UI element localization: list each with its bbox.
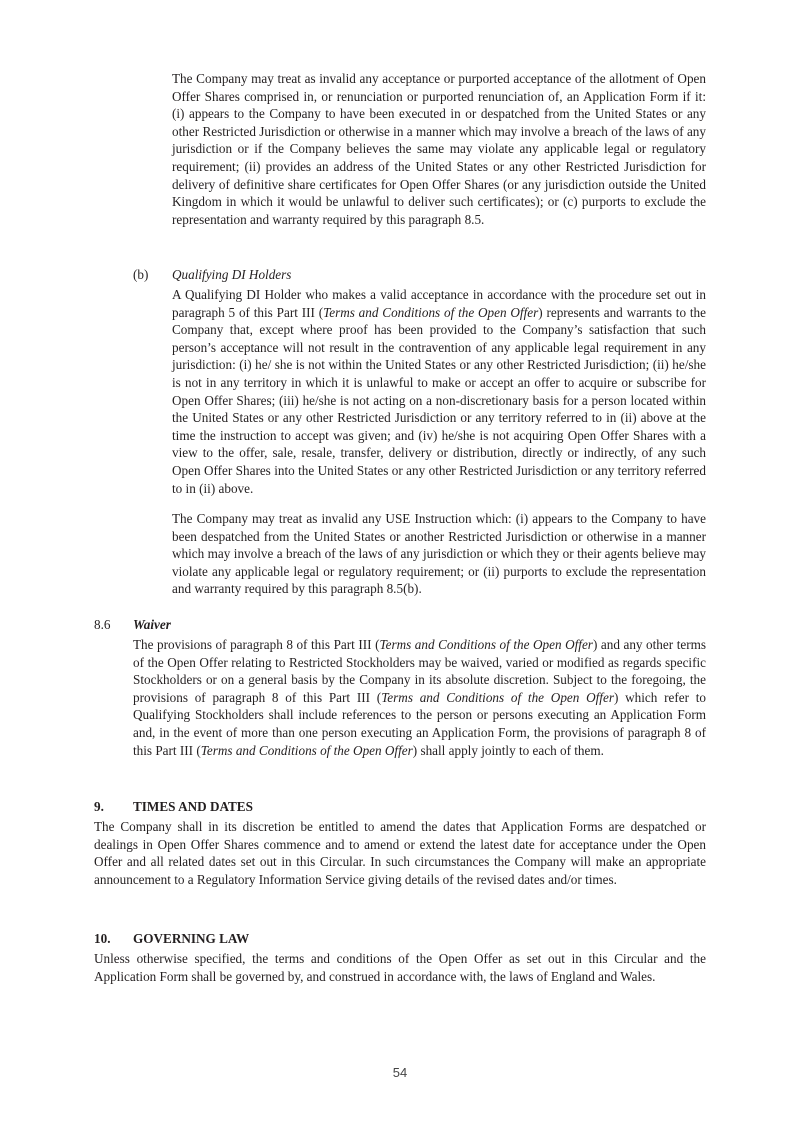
text-run: The provisions of paragraph 8 of this Part III ( (133, 637, 380, 652)
page-number: 54 (392, 1065, 408, 1080)
paragraph-governing-law: Unless otherwise specified, the terms and conditions of the Open Offer as set out in this Circular and the Application Form shall be governed by, and construed in accordance with, the laws of England and Wales. (94, 951, 706, 984)
section-title-waiver: Waiver (133, 617, 171, 632)
text-run: A Qualifying DI Holder who makes a valid acceptance in accordance with the procedure set out in paragraph 5 of this Part III ( (172, 287, 706, 320)
italic-reference: Terms and Conditions of the Open Offer (200, 742, 413, 758)
italic-reference: Terms and Conditions of the Open Offer (323, 304, 539, 320)
text-run: ) represents and warrants to the Company that, except where proof has been provided to the Company’s satisfaction that such person’s acceptance will not result in the contravention of any applicable legal requirement in any jurisdiction: (i) he/ she is not within the United States or any other Restricted Jurisdiction; (ii) he/she is not in any territory in which it is unlawful to make or accept an offer to acquire or subscribe for Open Offer Shares; (iii) he/she is not acting on a non-discretionary basis for a person located within the United States or any other Restricted Jurisdiction or any territory referred to in (ii) above at the time the instruction to accept was given; and (iv) he/she is not acquiring Open Offer Shares with a view to the offer, sale, resale, transfer, delivery or distribution, directly or indirectly, of any such Open Offer Shares into the United States or any other Restricted Jurisdiction or any territory referred to in (ii) above. (172, 304, 707, 496)
section-title-times-and-dates: TIMES AND DATES (133, 799, 253, 814)
italic-reference: Terms and Conditions of the Open Offer (379, 637, 593, 652)
paragraph-waiver (133, 636, 706, 759)
section-number-8-6: 8.6 (94, 617, 111, 632)
text-run: ) and any other terms of the Open Offer relating to Restricted Stockholders may be waived, varied or modified as regards specific Stockholders or on a general basis by the Company in its absolute discretion. Subject to the foregoing, the provisions of paragraph 8 of this Part III ( (133, 637, 706, 705)
section-number-10: 10. (94, 931, 111, 946)
text-run: ) shall apply jointly to each of them. (412, 742, 604, 758)
paragraph-8-5-b-representations (172, 286, 706, 497)
text-run: ) which refer to Qualifying Stockholders shall include references to the person or persons executing an Application Form and, in the event of more than one person executing an Application Form, the provisions of paragraph 8 of this Part III ( (133, 689, 706, 758)
paragraph-8-5-a-continuation: The Company may treat as invalid any acceptance or purported acceptance of the allotment of Open Offer Shares comprised in, or renunciation or purported renunciation of, an Application Form if it: (i) appears to the Company to have been executed in or despatched from the United States or any other Restricted Jurisdiction or otherwise in a manner which may involve a breach of the laws of any jurisdiction or if the Company believes the same may violate any applicable legal or regulatory requirement; (ii) provides an address of the United States or any other Restricted Jurisdiction for delivery of definitive share certificates for Open Offer Shares (or any jurisdiction outside the United Kingdom in which it would be unlawful to deliver such certificates); or (c) purports to exclude the representation and warranty required by this paragraph 8.5. (172, 71, 706, 227)
subsection-title-qualifying-di-holders: Qualifying DI Holders (172, 267, 292, 282)
subsection-label-b: (b) (133, 267, 149, 282)
section-title-governing-law: GOVERNING LAW (133, 931, 250, 946)
paragraph-times-and-dates: The Company shall in its discretion be entitled to amend the dates that Application Forms are despatched or dealings in Open Offer Shares commence and to amend or extend the latest date for acceptance under the Open Offer and all related dates set out in this Circular. In such circumstances the Company will make an appropriate announcement to a Regulatory Information Service giving details of the revised dates and/or times. (94, 819, 706, 887)
italic-reference: Terms and Conditions of the Open Offer (381, 689, 614, 705)
paragraph-8-5-b-use-instruction: The Company may treat as invalid any USE Instruction which: (i) appears to the Company to have been despatched from the United States or another Restricted Jurisdiction or otherwise in a manner which may involve a breach of the laws of any jurisdiction or which they or their agents believe may violate any applicable legal or regulatory requirement; or (ii) purports to exclude the representation and warranty required by this paragraph 8.5(b). (172, 511, 706, 597)
section-number-9: 9. (94, 799, 104, 814)
